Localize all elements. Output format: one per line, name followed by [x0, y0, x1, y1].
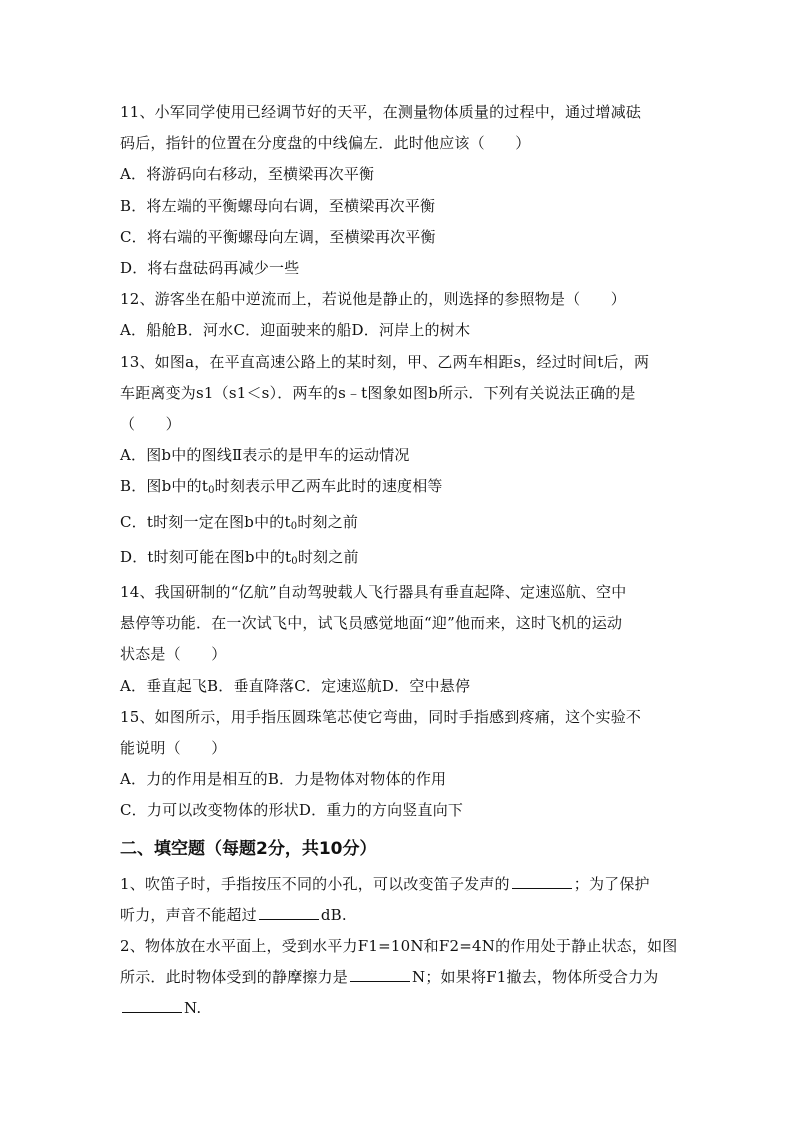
- question-15: [120, 702, 680, 827]
- question-11: [120, 97, 680, 284]
- fill-question-1-text-1: 1、吹笛子时，手指按压不同的小孔，可以改变笛子发声的: [120, 874, 510, 893]
- answer-blank[interactable]: [350, 967, 410, 982]
- question-13-option-b: [120, 471, 680, 506]
- fill-question-2-text-1: 所示．此时物体受到的静摩擦力是: [120, 968, 349, 987]
- question-11-option-b: B．将左端的平衡螺母向右调，至横梁再次平衡: [120, 196, 436, 215]
- question-12-stem: 12、游客坐在船中逆流而上，若说他是静止的，则选择的参照物是（ ）: [120, 290, 626, 309]
- fill-question-1: [120, 869, 680, 931]
- fill-question-1-line-1: [120, 869, 680, 900]
- question-14-stem-line-2: 悬停等功能．在一次试飞中，试飞员感觉地面“迎”他而来，这时飞机的运动: [120, 614, 623, 633]
- question-13-option-c-text-2: 时刻之前: [297, 512, 359, 531]
- answer-blank[interactable]: [122, 998, 182, 1013]
- question-11-option-d: D．将右盘砝码再减少一些: [120, 259, 300, 278]
- section-heading-fill-in: 二、填空题（每题2分，共10分）: [120, 838, 377, 859]
- question-13-option-b-subscript: 0: [208, 485, 215, 497]
- question-13-option-c-text-1: C．t时刻一定在图b中的t: [120, 512, 291, 531]
- question-11-stem-line-1: 11、小军同学使用已经调节好的天平，在测量物体质量的过程中，通过增减砝: [120, 103, 642, 121]
- question-12: [120, 284, 680, 346]
- fill-question-2-line-3: [120, 993, 680, 1024]
- fill-question-2-text-2: N；如果将F1撤去，物体所受合力为: [412, 968, 659, 987]
- fill-question-2-line-2: [120, 962, 680, 993]
- question-15-stem-line-1: 15、如图所示，用手指压圆珠笔芯使它弯曲，同时手指感到疼痛，这个实验不: [120, 707, 642, 726]
- question-13-stem-line-1: 13、如图a，在平直高速公路上的某时刻，甲、乙两车相距s，经过时间t后，两: [120, 352, 650, 371]
- question-15-options-line-1: A．力的作用是相互的B．力是物体对物体的作用: [120, 770, 447, 789]
- question-13-option-d-text-1: D．t时刻可能在图b中的t: [120, 547, 292, 566]
- question-13-option-d-text-2: 时刻之前: [297, 547, 359, 566]
- question-13-option-c: [120, 507, 680, 542]
- question-14-options: A．垂直起飞B．垂直降落C．定速巡航D．空中悬停: [120, 676, 471, 695]
- question-13: [120, 347, 680, 577]
- question-14-stem-line-1: 14、我国研制的“亿航”自动驾驶载人飞行器具有垂直起降、定速巡航、空中: [120, 583, 627, 602]
- fill-question-1-text-4: dB.: [320, 905, 347, 924]
- answer-blank[interactable]: [259, 905, 319, 920]
- question-13-option-d-subscript: 0: [291, 555, 298, 567]
- question-14-stem-line-3: 状态是（ ）: [120, 645, 227, 664]
- question-13-option-d: [120, 542, 680, 577]
- question-13-option-b-text-1: B．图b中的t: [120, 477, 209, 496]
- question-13-stem-line-2: 车距离变为s1（s1＜s）．两车的s﹣t图象如图b所示．下列有关说法正确的是: [120, 383, 636, 402]
- fill-question-2-text-3: N.: [184, 999, 202, 1018]
- question-13-option-c-subscript: 0: [290, 520, 298, 532]
- question-11-option-c: C．将右端的平衡螺母向左调，至横梁再次平衡: [120, 227, 436, 246]
- exam-page: [120, 97, 680, 1025]
- fill-question-1-line-2: [120, 900, 680, 931]
- fill-question-2-line-1: 2、物体放在水平面上，受到水平力F1=10N和F2=4N的作用处于静止状态，如图: [120, 937, 678, 956]
- fill-question-1-text-3: 听力，声音不能超过: [120, 905, 257, 924]
- fill-question-2: [120, 931, 680, 1025]
- question-13-stem-line-3: （ ）: [120, 415, 181, 434]
- question-13-option-a: A．图b中的图线Ⅱ表示的是甲车的运动情况: [120, 446, 410, 465]
- question-15-stem-line-2: 能说明（ ）: [120, 739, 227, 758]
- fill-question-1-text-2: ；为了保护: [573, 874, 650, 893]
- question-14: [120, 577, 680, 702]
- question-12-options: A．船舱B．河水C．迎面驶来的船D．河岸上的树木: [120, 321, 471, 340]
- question-13-option-b-text-2: 时刻表示甲乙两车此时的速度相等: [214, 477, 443, 496]
- question-11-stem-line-2: 码后，指针的位置在分度盘的中线偏左．此时他应该（ ）: [120, 134, 531, 153]
- question-11-option-a: A．将游码向右移动，至横梁再次平衡: [120, 165, 375, 184]
- answer-blank[interactable]: [512, 874, 572, 889]
- question-15-options-line-2: C．力可以改变物体的形状D．重力的方向竖直向下: [120, 801, 464, 820]
